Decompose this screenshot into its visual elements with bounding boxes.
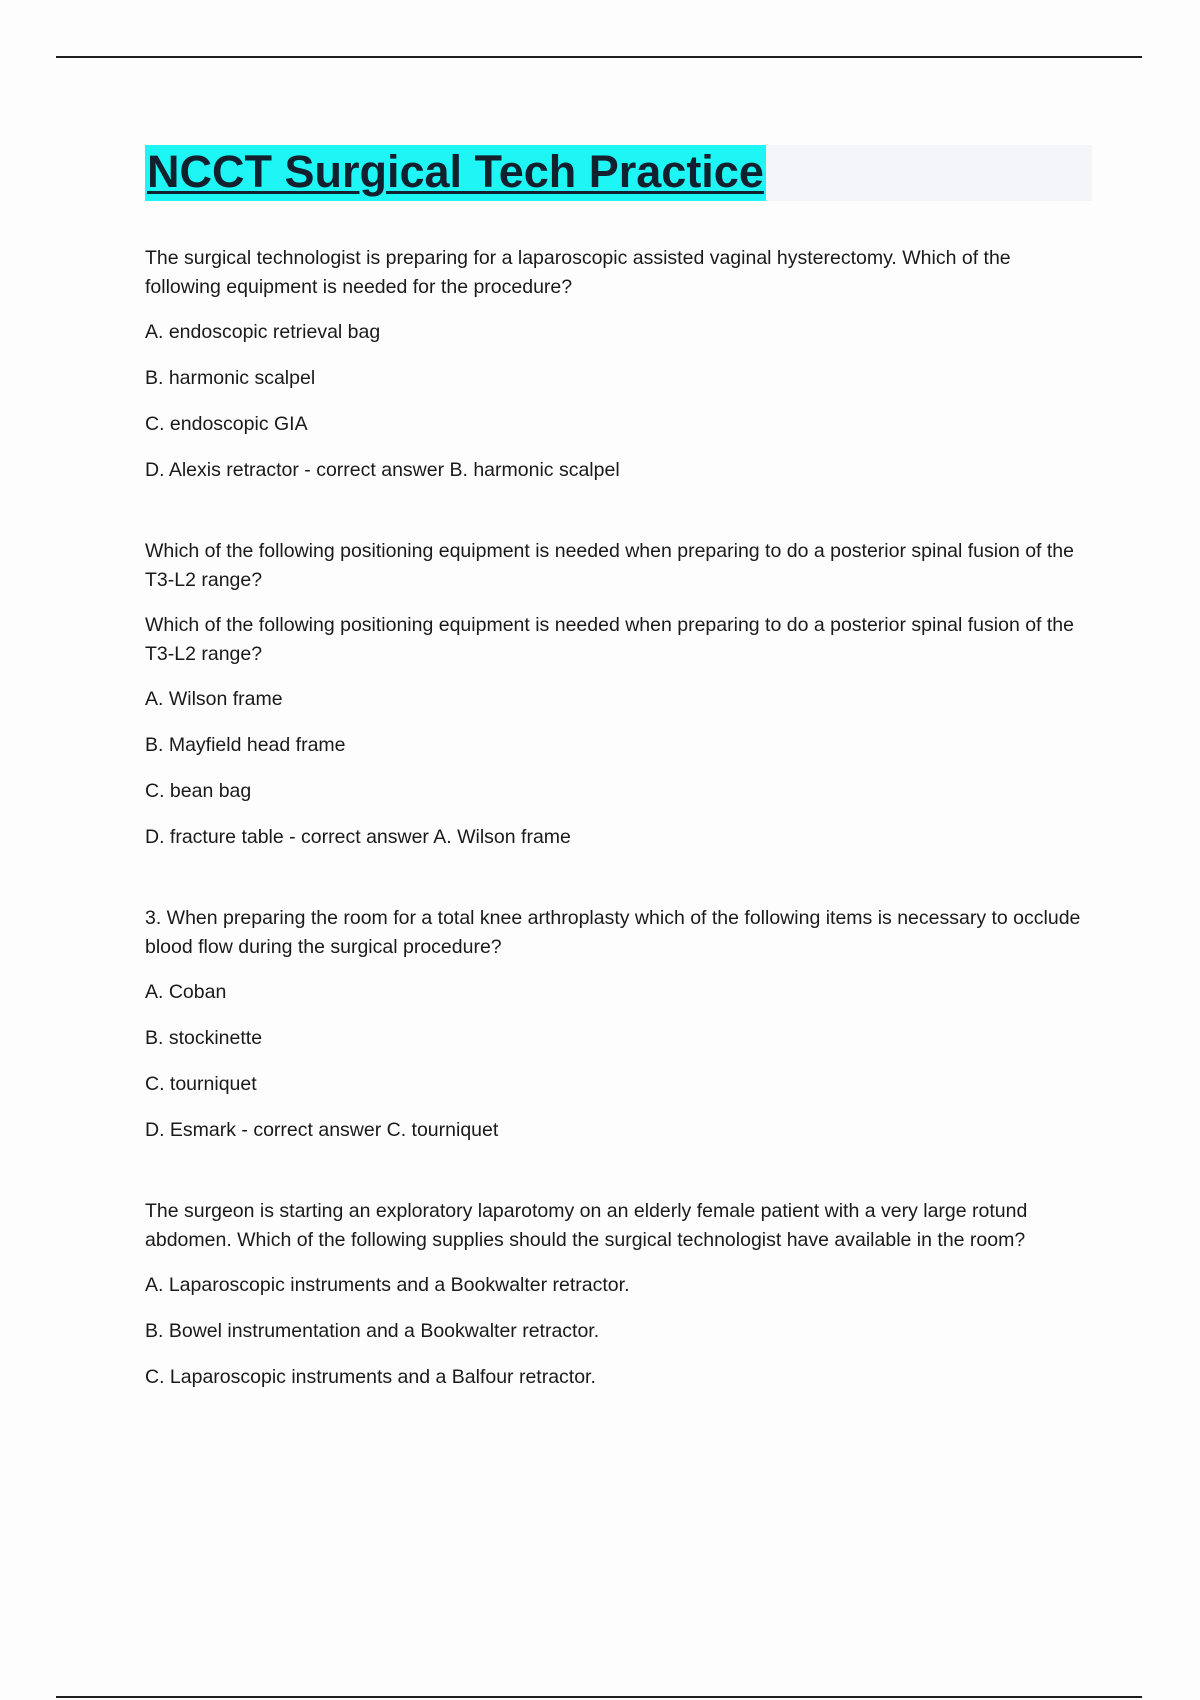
question-text: Which of the following positioning equipment is needed when preparing to do a posterior spinal fusion of the T3-L2 range? [145, 540, 1075, 591]
answer-option-c: C. Laparoscopic instruments and a Balfour retractor. [145, 1366, 596, 1388]
question-text: The surgeon is starting an exploratory laparotomy on an elderly female patient with a very large rotund abdomen. Which of the following supplies should the surgical technologist have available in the room? [145, 1200, 1028, 1251]
question-text-repeat: Which of the following positioning equipment is needed when preparing to do a posterior spinal fusion of the T3-L2 range? [145, 614, 1075, 665]
answer-option-a: A. endoscopic retrieval bag [145, 321, 381, 343]
top-rule [56, 56, 1142, 58]
question-text: 3. When preparing the room for a total knee arthroplasty which of the following items is necessary to occlude blood flow during the surgical procedure? [145, 907, 1081, 958]
answer-option-c: C. endoscopic GIA [145, 413, 308, 435]
answer-option-b: B. Bowel instrumentation and a Bookwalter retractor. [145, 1320, 600, 1342]
question-4 [145, 1197, 1085, 1392]
question-text: The surgical technologist is preparing for a laparoscopic assisted vaginal hysterectomy. Which of the following equipment is needed for the procedure? [145, 247, 1011, 298]
question-list [145, 244, 1085, 1444]
question-2 [145, 537, 1085, 852]
document-title: NCCT Surgical Tech Practice [145, 145, 766, 201]
bottom-rule [56, 1696, 1142, 1698]
question-1 [145, 244, 1085, 485]
question-3 [145, 904, 1085, 1145]
answer-option-c: C. bean bag [145, 780, 252, 802]
answer-option-d: D. Alexis retractor - correct answer B. harmonic scalpel [145, 459, 620, 481]
answer-option-d: D. fracture table - correct answer A. Wilson frame [145, 826, 571, 848]
answer-option-a: A. Wilson frame [145, 688, 283, 710]
answer-option-b: B. Mayfield head frame [145, 734, 346, 756]
answer-option-b: B. stockinette [145, 1027, 263, 1049]
answer-option-b: B. harmonic scalpel [145, 367, 316, 389]
answer-option-a: A. Coban [145, 981, 227, 1003]
answer-option-a: A. Laparoscopic instruments and a Bookwalter retractor. [145, 1274, 630, 1296]
answer-option-c: C. tourniquet [145, 1073, 257, 1095]
answer-option-d: D. Esmark - correct answer C. tourniquet [145, 1119, 499, 1141]
